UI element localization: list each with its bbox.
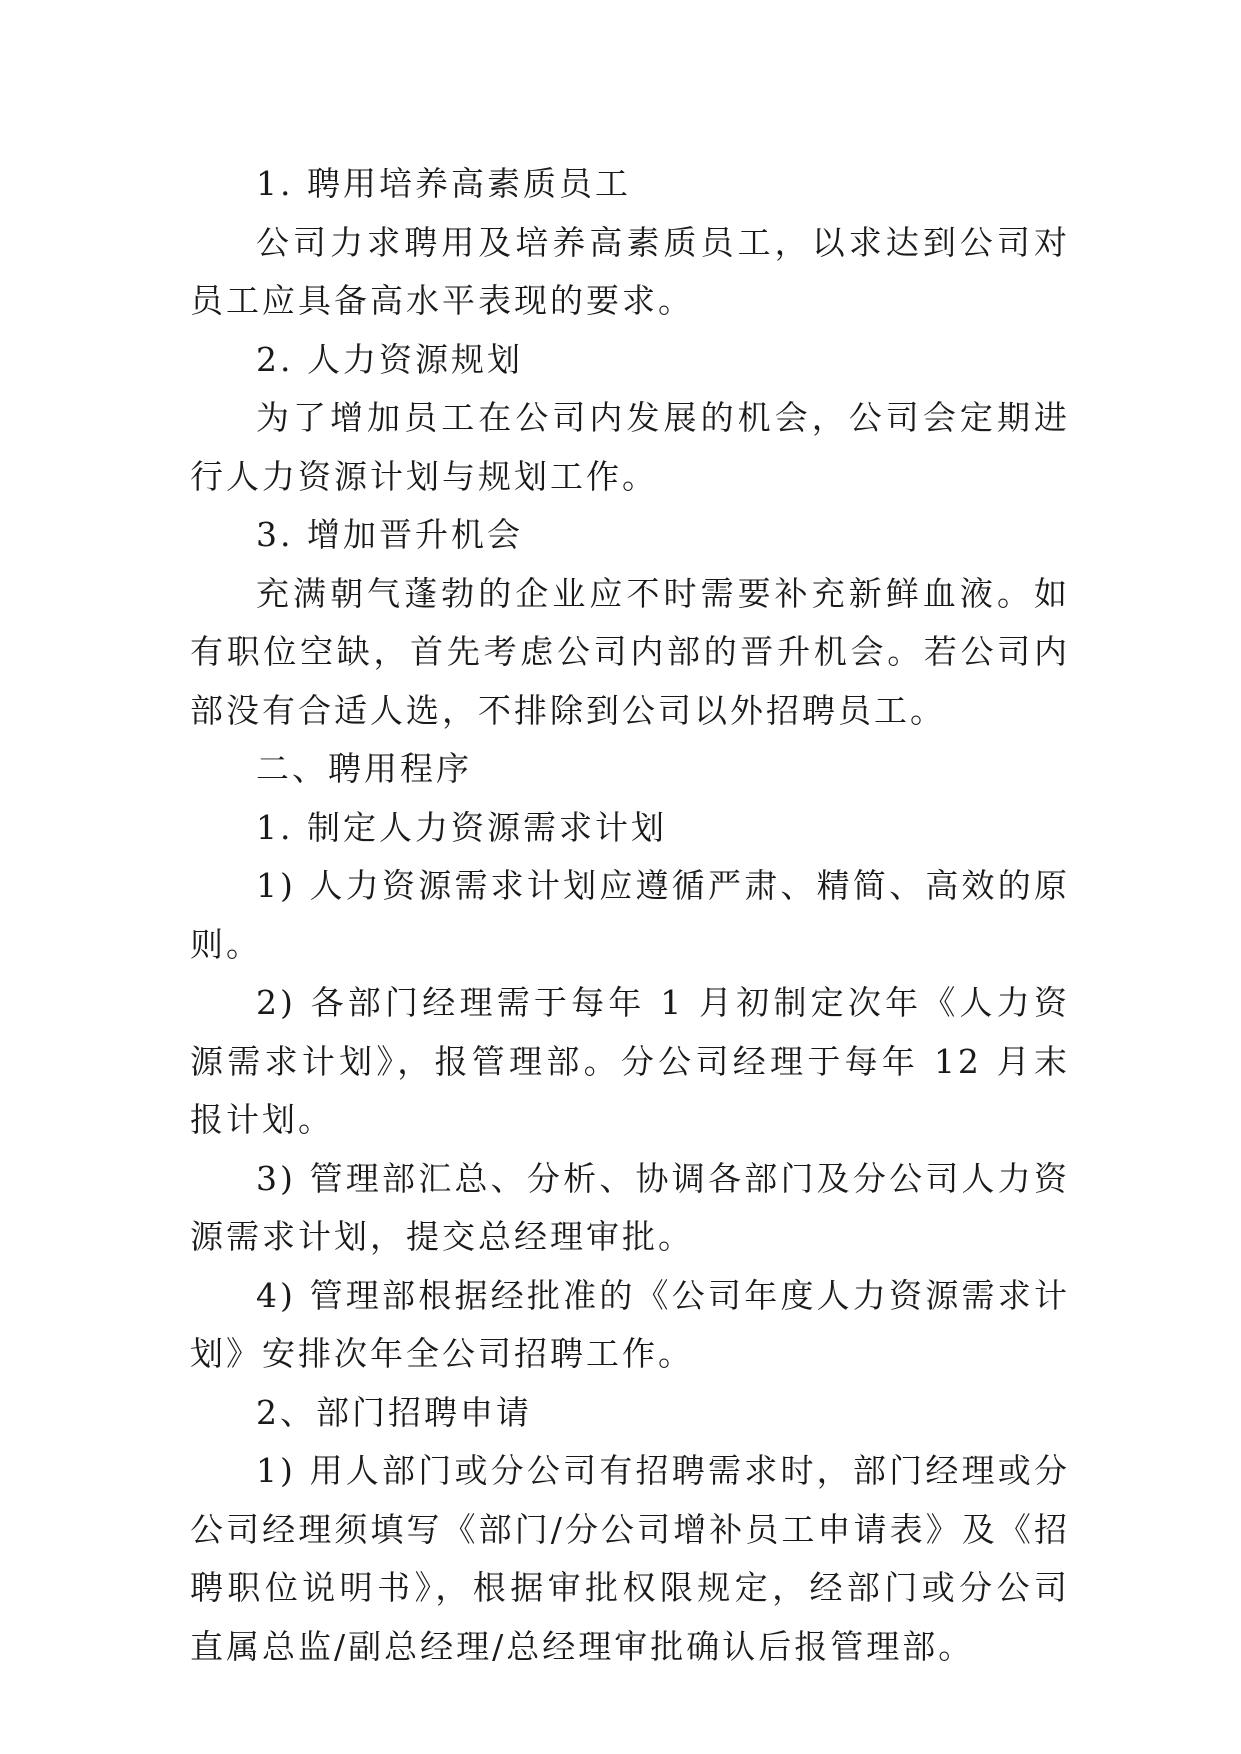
list-item: 1) 用人部门或分公司有招聘需求时，部门经理或分公司经理须填写《部门/分公司增补员工申请表》及《招聘职位说明书》，根据审批权限规定，经部门或分公司直属总监/副总经理/总经理审批确认后报管理部。 [190, 1451, 1070, 1666]
chapter-heading: 二、聘用程序 [256, 749, 472, 788]
section-heading: 3. 增加晋升机会 [256, 515, 523, 554]
section-heading: 1. 制定人力资源需求计划 [256, 807, 667, 847]
body-paragraph: 公司力求聘用及培养高素质员工，以求达到公司对员工应具备高水平表现的要求。 [190, 222, 1070, 320]
section-heading: 2、部门招聘申请 [256, 1392, 532, 1432]
list-item: 4) 管理部根据经批准的《公司年度人力资源需求计划》安排次年全公司招聘工作。 [190, 1275, 1070, 1373]
section-heading: 2. 人力资源规划 [256, 339, 523, 379]
section-heading: 1. 聘用培养高素质员工 [256, 164, 631, 203]
body-paragraph: 为了增加员工在公司内发展的机会，公司会定期进行人力资源计划与规划工作。 [190, 398, 1070, 496]
list-item: 2) 各部门经理需于每年 1 月初制定次年《人力资源需求计划》，报管理部。分公司经理于每年 12 月末报计划。 [190, 983, 1070, 1139]
body-paragraph: 充满朝气蓬勃的企业应不时需要补充新鲜血液。如有职位空缺，首先考虑公司内部的晋升机会。若公司内部没有合适人选，不排除到公司以外招聘员工。 [190, 573, 1070, 730]
document-body [190, 155, 1070, 1676]
list-item: 3) 管理部汇总、分析、协调各部门及分公司人力资源需求计划，提交总经理审批。 [190, 1158, 1070, 1256]
list-item: 1) 人力资源需求计划应遵循严肃、精简、高效的原则。 [190, 866, 1070, 964]
